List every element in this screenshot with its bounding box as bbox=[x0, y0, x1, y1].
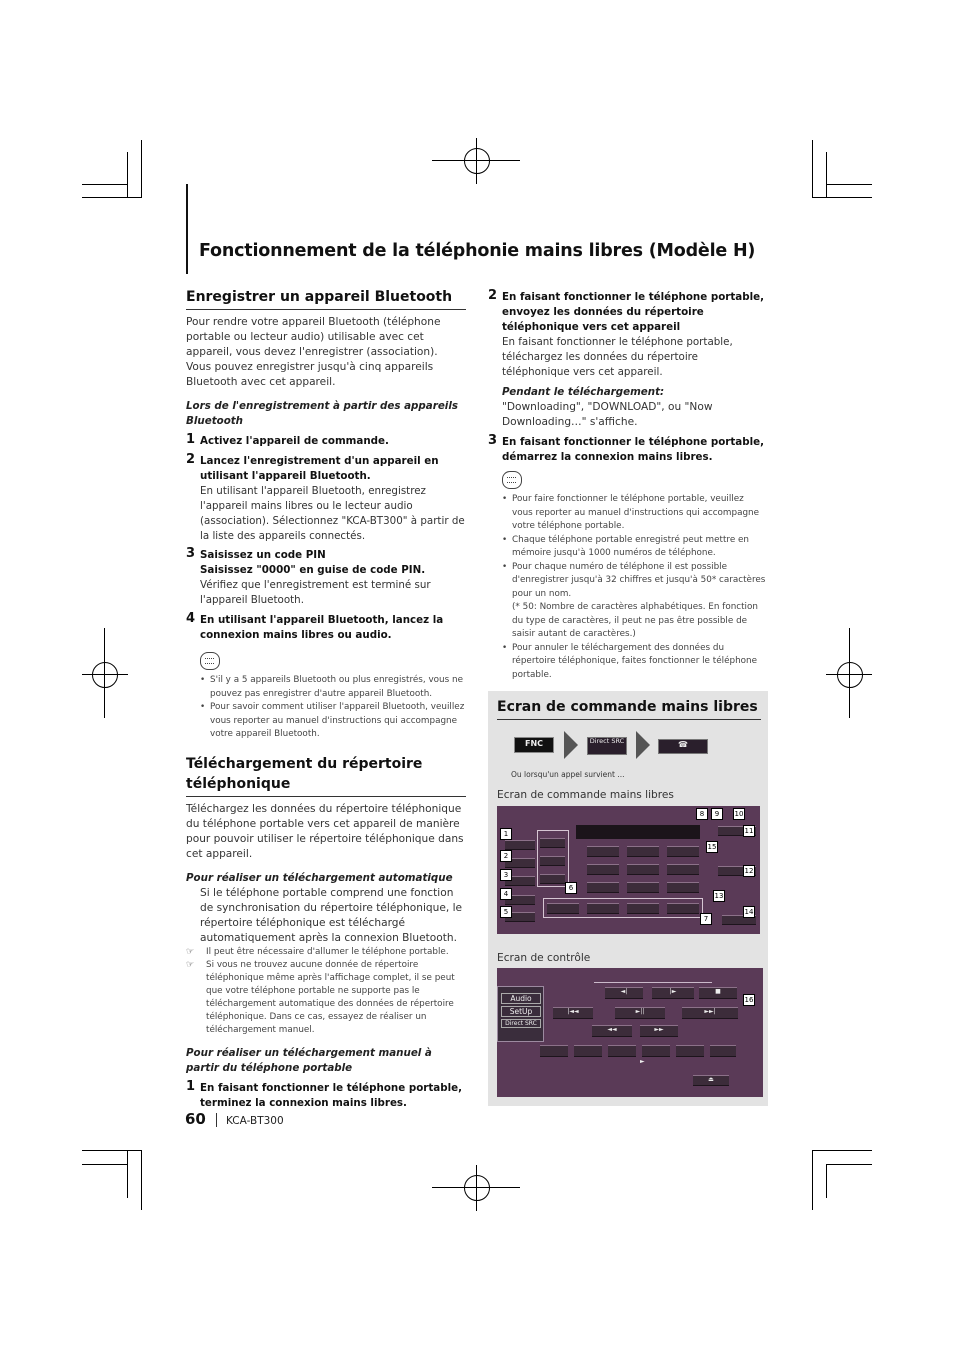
footer-divider bbox=[216, 1113, 217, 1127]
fast-rewind-icon: ◄◄ bbox=[607, 1026, 617, 1033]
step-title: Activez l'appareil de commande. bbox=[200, 435, 389, 447]
subheading: Lors de l'enregistrement à partir des appareils Bluetooth bbox=[186, 400, 458, 427]
box-heading: Ecran de commande mains libres bbox=[497, 699, 758, 715]
callout-9: 9 bbox=[711, 808, 723, 820]
screen-button[interactable] bbox=[540, 838, 565, 848]
heading-rule bbox=[186, 796, 466, 797]
crop-mark bbox=[812, 140, 813, 198]
key-button[interactable] bbox=[627, 864, 659, 875]
fnc-button[interactable] bbox=[514, 737, 554, 753]
note-item: • S'il y a 5 appareils Bluetooth ou plus enregistrés, vous ne pouvez pas enregistrer d'autre appareil Bluetooth. bbox=[200, 674, 466, 701]
setup-button[interactable]: SetUp bbox=[501, 1006, 541, 1017]
callout-2: 2 bbox=[500, 850, 512, 862]
key-button[interactable] bbox=[547, 903, 579, 914]
stop-icon: ■ bbox=[715, 988, 721, 995]
rewind-button[interactable] bbox=[605, 987, 643, 999]
crop-mark bbox=[812, 197, 872, 198]
crop-mark bbox=[826, 1164, 872, 1165]
next-icon: ►►| bbox=[704, 1008, 716, 1015]
step-title: Saisissez un code PIN bbox=[200, 549, 326, 561]
callout-1: 1 bbox=[500, 828, 512, 840]
during-label: Pendant le téléchargement: bbox=[502, 386, 665, 398]
callout-14: 14 bbox=[744, 908, 754, 916]
step-number: 1 bbox=[186, 432, 196, 447]
prev-track-button[interactable] bbox=[553, 1007, 593, 1019]
eject-icon: ⏏ bbox=[708, 1076, 714, 1083]
step-number: 3 bbox=[488, 433, 498, 448]
registration-mark bbox=[92, 662, 118, 688]
step-3 bbox=[186, 548, 466, 608]
auto-text: Si le téléphone portable comprend une fonction de synchronisation du répertoire téléphonique, le répertoire téléphonique est téléchargé automatiquement après la connexion Bluetooth. bbox=[200, 887, 463, 944]
note-icon bbox=[502, 471, 522, 489]
callout-16: 16 bbox=[744, 996, 754, 1004]
step-2 bbox=[186, 454, 466, 544]
key-button[interactable] bbox=[667, 864, 699, 875]
step-number: 1 bbox=[186, 1079, 196, 1094]
key-button[interactable] bbox=[667, 882, 699, 893]
subheading: Pour réaliser un téléchargement automatique bbox=[186, 872, 453, 884]
play-indicator-icon: ► bbox=[640, 1058, 645, 1065]
phone-icon: ☎ bbox=[678, 740, 688, 749]
crop-mark bbox=[127, 1150, 128, 1198]
key-button[interactable] bbox=[587, 864, 619, 875]
note-item: • Pour savoir comment utiliser l'appareil Bluetooth, veuillez vous reporter au manuel d'instructions qui accompagne votre appareil Bluetooth. bbox=[200, 701, 466, 742]
registration-mark bbox=[837, 662, 863, 688]
key-button[interactable] bbox=[627, 846, 659, 857]
note-item: • Pour annuler le téléchargement des données du répertoire téléphonique, faites fonctionner le téléphone portable. bbox=[502, 642, 766, 683]
crop-mark bbox=[812, 1150, 813, 1210]
play-pause-icon: ►|| bbox=[635, 1008, 645, 1015]
reference-item bbox=[186, 959, 466, 1037]
key-button[interactable] bbox=[587, 903, 619, 914]
step-number: 2 bbox=[186, 452, 196, 467]
eject-button[interactable] bbox=[693, 1075, 729, 1086]
subheading: Pour réaliser un téléchargement manuel à partir du téléphone portable bbox=[186, 1047, 432, 1074]
crop-mark bbox=[82, 1164, 128, 1165]
key-button[interactable] bbox=[540, 1045, 568, 1057]
key-button[interactable] bbox=[667, 846, 699, 857]
step-3 bbox=[488, 435, 766, 465]
step-title: En faisant fonctionner le téléphone portable, envoyez les données du répertoire téléphonique vers cet appareil bbox=[502, 291, 765, 333]
fast-forward-button[interactable] bbox=[640, 1025, 678, 1037]
step-title: En faisant fonctionner le téléphone portable, terminez la connexion mains libres. bbox=[200, 1082, 463, 1109]
step-title-2: Saisissez "0000" en guise de code PIN. bbox=[200, 564, 426, 576]
key-button[interactable] bbox=[587, 882, 619, 893]
heading-rule bbox=[186, 309, 466, 310]
divider bbox=[594, 982, 712, 983]
step-title: En utilisant l'appareil Bluetooth, lancez la connexion mains libres ou audio. bbox=[200, 614, 444, 641]
key-button[interactable] bbox=[627, 882, 659, 893]
key-button[interactable] bbox=[642, 1045, 670, 1057]
callout-13: 13 bbox=[714, 892, 724, 900]
crop-mark bbox=[826, 1164, 827, 1198]
key-button[interactable] bbox=[587, 846, 619, 857]
callout-5: 5 bbox=[500, 906, 512, 918]
key-button[interactable] bbox=[667, 903, 699, 914]
step-text: En faisant fonctionner le téléphone portable, téléchargez les données du répertoire téléphonique vers cet appareil. bbox=[502, 336, 733, 378]
screen-button[interactable] bbox=[505, 840, 535, 850]
step-2 bbox=[488, 290, 766, 380]
prev-icon: |◄◄ bbox=[567, 1008, 579, 1015]
step-text: Vérifiez que l'enregistrement est terminé sur l'appareil Bluetooth. bbox=[200, 579, 431, 606]
callout-12: 12 bbox=[744, 867, 754, 875]
registration-mark bbox=[464, 1175, 490, 1201]
reference-item bbox=[186, 946, 466, 959]
crop-mark bbox=[141, 140, 142, 198]
reference-text: Si vous ne trouvez aucune donnée de répertoire téléphonique même après l'affichage complet, il se peut que votre téléphone portable ne supporte pas le téléchargement automatique des données de répertoire téléphonique. Dans ce cas, essayez de réaliser un téléchargement manuel. bbox=[206, 960, 455, 1035]
callout-6: 6 bbox=[565, 882, 577, 894]
direct-src-label: Direct SRC bbox=[589, 737, 625, 745]
note-item: • Pour chaque numéro de téléphone il est possible d'enregistrer jusqu'à 32 chiffres et jusqu'à 50* caractères pour un nom. (* 50: Nombre de caractères alphabétiques. En fonction du type de caractères, il peut ne pas être possible de saisir autant de caractères.) bbox=[502, 561, 766, 642]
step-title: En faisant fonctionner le téléphone portable, démarrez la connexion mains libres. bbox=[502, 436, 765, 463]
stop-button[interactable] bbox=[699, 987, 737, 999]
crop-mark bbox=[82, 197, 142, 198]
callout-4: 4 bbox=[500, 888, 512, 900]
screen-label: Ecran de contrôle bbox=[497, 952, 591, 964]
note-item: • Pour faire fonctionner le téléphone portable, veuillez vous reporter au manuel d'instructions qui accompagne votre téléphone portable. bbox=[502, 493, 766, 534]
play-pause-button[interactable] bbox=[615, 1007, 665, 1019]
pointer-icon: ☞ bbox=[186, 960, 195, 970]
registration-mark bbox=[464, 148, 490, 174]
fast-forward-icon: ►► bbox=[654, 1026, 664, 1033]
during-text: "Downloading", "DOWNLOAD", ou "Now Downloading…" s'affiche. bbox=[502, 401, 713, 428]
note-icon bbox=[200, 652, 220, 670]
pointer-icon: ☞ bbox=[186, 947, 195, 957]
reference-text: Il peut être nécessaire d'allumer le téléphone portable. bbox=[206, 947, 449, 957]
section-heading: Enregistrer un appareil Bluetooth bbox=[186, 289, 453, 305]
section-phonebook-download bbox=[186, 754, 466, 1111]
forward-icon: |► bbox=[669, 988, 677, 995]
step-4 bbox=[186, 613, 466, 643]
step-number: 4 bbox=[186, 611, 196, 626]
audio-button[interactable]: Audio bbox=[501, 993, 541, 1004]
crop-mark bbox=[82, 1150, 142, 1151]
note-item: • Chaque téléphone portable enregistré peut mettre en mémoire jusqu'à 1000 numéros de téléphone. bbox=[502, 534, 766, 561]
rewind-icon: ◄| bbox=[620, 988, 628, 995]
key-button[interactable] bbox=[710, 1045, 736, 1057]
callout-15: 15 bbox=[707, 843, 717, 851]
step-number: 3 bbox=[186, 546, 196, 561]
arrow-icon bbox=[564, 731, 578, 759]
crop-mark bbox=[141, 1150, 142, 1210]
direct-src-button[interactable]: Direct SRC bbox=[501, 1019, 541, 1028]
page-title: Fonctionnement de la téléphonie mains libres (Modèle H) bbox=[199, 241, 756, 261]
right-column-steps bbox=[488, 290, 766, 682]
phone-button[interactable] bbox=[658, 739, 708, 754]
callout-10: 10 bbox=[734, 810, 744, 818]
step-text: En utilisant l'appareil Bluetooth, enregistrez l'appareil mains libres ou le lecteur audio (association). Sélectionnez "KCA-BT300" à partir de la liste des appareils connectés. bbox=[200, 485, 465, 542]
step-1 bbox=[186, 434, 466, 449]
fast-rewind-button[interactable] bbox=[592, 1025, 632, 1037]
arrow-icon bbox=[636, 731, 650, 759]
next-track-button[interactable] bbox=[682, 1007, 738, 1019]
crop-mark bbox=[127, 152, 128, 198]
key-button[interactable] bbox=[574, 1045, 602, 1057]
section-register-bluetooth bbox=[186, 287, 466, 742]
display-bar bbox=[576, 825, 700, 839]
flow-note: Ou lorsqu'un appel survient ... bbox=[511, 770, 625, 779]
step-1 bbox=[186, 1081, 466, 1111]
callout-3: 3 bbox=[500, 869, 512, 881]
heading-rule bbox=[497, 719, 761, 720]
direct-src-button[interactable] bbox=[587, 737, 627, 755]
crop-mark bbox=[826, 152, 827, 198]
callout-11: 11 bbox=[744, 827, 754, 835]
callout-8: 8 bbox=[696, 808, 708, 820]
screen-button[interactable] bbox=[540, 874, 565, 884]
intro-text: Pour rendre votre appareil Bluetooth (téléphone portable ou lecteur audio) utilisable avec cet appareil, vous devez l'enregistrer (association). Vous pouvez enregistrer jusqu'à cinq appareils Bluetooth avec cet appareil. bbox=[186, 316, 441, 388]
step-title: Lancez l'enregistrement d'un appareil en utilisant l'appareil Bluetooth. bbox=[200, 455, 439, 482]
key-button[interactable] bbox=[676, 1045, 704, 1057]
crop-mark bbox=[812, 1150, 872, 1151]
key-button[interactable] bbox=[627, 903, 659, 914]
section-heading: Téléchargement du répertoire téléphonique bbox=[186, 756, 423, 792]
key-button[interactable] bbox=[608, 1045, 636, 1057]
step-number: 2 bbox=[488, 288, 498, 303]
screen-label: Ecran de commande mains libres bbox=[497, 789, 674, 801]
crop-mark bbox=[826, 184, 872, 185]
model-name: KCA-BT300 bbox=[226, 1115, 284, 1127]
title-bar bbox=[186, 184, 188, 274]
forward-button[interactable] bbox=[652, 987, 694, 999]
screen-button[interactable] bbox=[540, 856, 565, 866]
page-number: 60 bbox=[185, 1110, 206, 1128]
intro-text: Téléchargez les données du répertoire téléphonique du téléphone portable vers cet appareil de manière pour pouvoir utiliser le répertoire téléphonique dans cet appareil. bbox=[186, 803, 464, 860]
fnc-label: FNC bbox=[524, 739, 544, 748]
callout-7: 7 bbox=[700, 913, 712, 925]
crop-mark bbox=[82, 184, 128, 185]
